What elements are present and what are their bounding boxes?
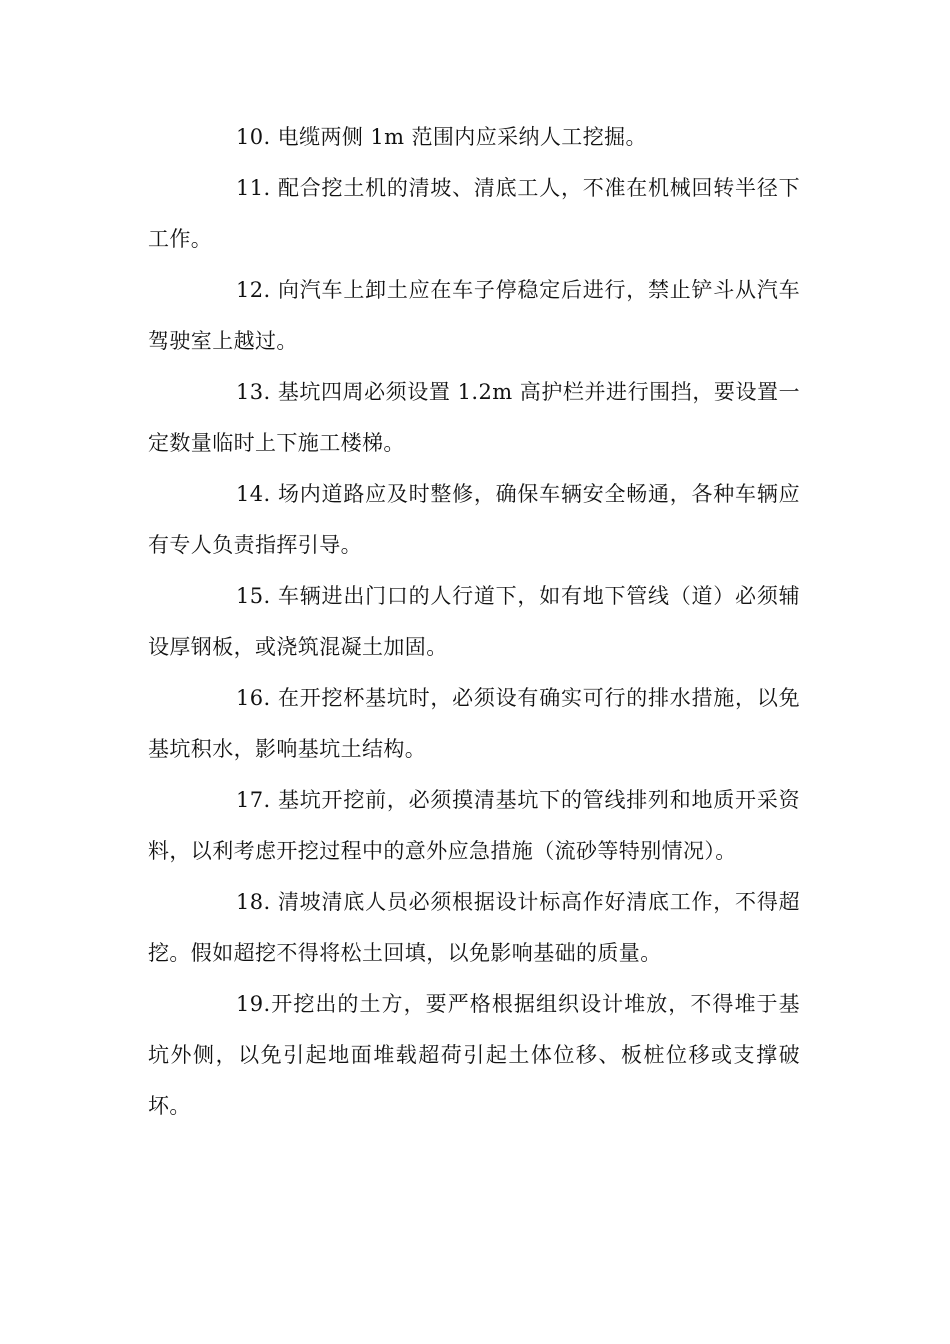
paragraph-item-14: 14. 场内道路应及时整修，确保车辆安全畅通，各种车辆应有专人负责指挥引导。 [148,482,800,557]
document-body [148,112,800,1132]
paragraph-item-12: 12. 向汽车上卸土应在车子停稳定后进行，禁止铲斗从汽车驾驶室上越过。 [148,278,800,353]
paragraph-item-17: 17. 基坑开挖前，必须摸清基坑下的管线排列和地质开采资料，以利考虑开挖过程中的意外应急措施（流砂等特别情况）。 [148,788,800,863]
paragraph-item-10: 10. 电缆两侧 1m 范围内应采纳人工挖掘。 [236,125,647,149]
paragraph-item-19: 19.开挖出的土方，要严格根据组织设计堆放，不得堆于基坑外侧，以免引起地面堆载超荷引起土体位移、板桩位移或支撑破坏。 [148,992,800,1118]
paragraph-item-16: 16. 在开挖杯基坑时，必须设有确实可行的排水措施，以免基坑积水，影响基坑土结构。 [148,686,800,761]
paragraph-item-13: 13. 基坑四周必须设置 1.2m 高护栏并进行围挡，要设置一定数量临时上下施工楼梯。 [148,380,800,455]
paragraph-item-11: 11. 配合挖土机的清坡、清底工人，不准在机械回转半径下工作。 [148,176,800,251]
paragraph-item-18: 18. 清坡清底人员必须根据设计标高作好清底工作，不得超挖。假如超挖不得将松土回填，以免影响基础的质量。 [148,890,800,965]
paragraph-item-15: 15. 车辆进出门口的人行道下，如有地下管线（道）必须辅设厚钢板，或浇筑混凝土加固。 [148,584,800,659]
